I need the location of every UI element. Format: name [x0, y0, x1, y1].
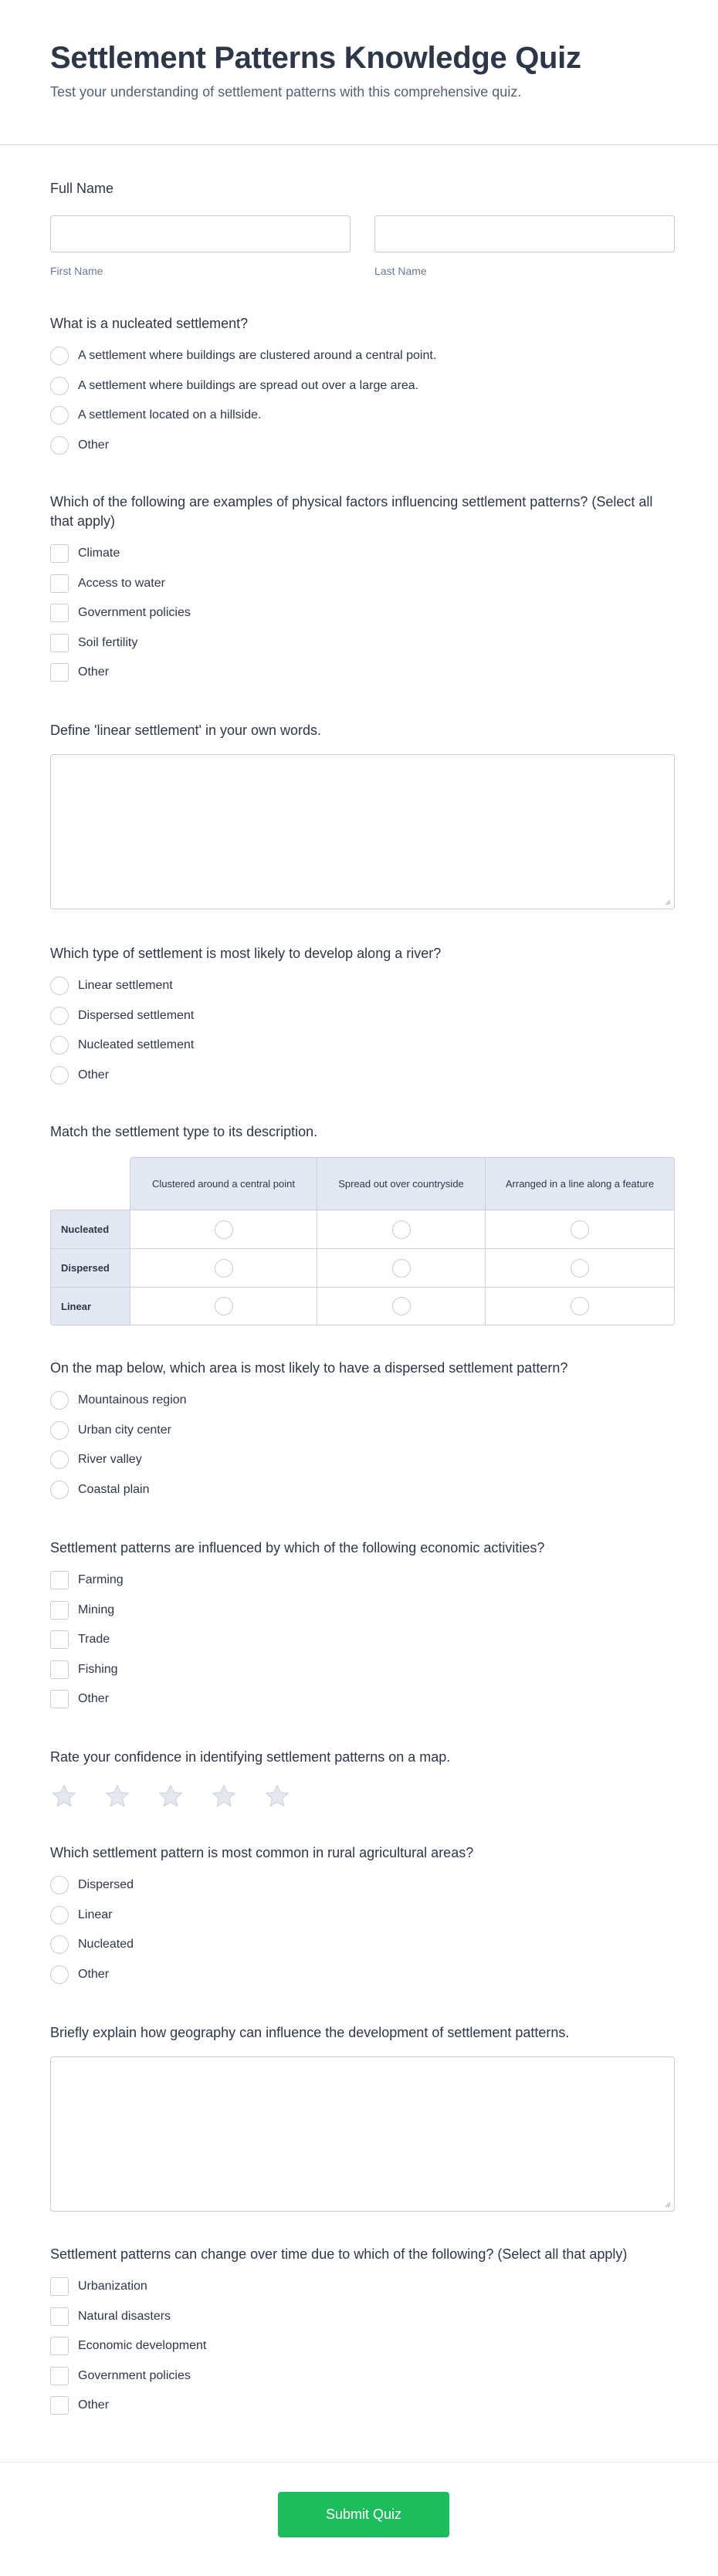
radio-option[interactable] [50, 1386, 675, 1416]
radio-group [50, 971, 675, 1090]
radio-option[interactable] [50, 1031, 675, 1061]
option-label: Coastal plain [78, 1482, 150, 1496]
option-label: Urbanization [78, 2280, 147, 2293]
last-name-input[interactable] [374, 215, 675, 252]
checkbox[interactable] [50, 544, 69, 563]
question-change-over-time [50, 2245, 675, 2421]
radio-button[interactable] [392, 1297, 411, 1315]
option-label: A settlement located on a hillside. [78, 408, 262, 422]
checkbox-option[interactable] [50, 539, 675, 569]
question-title: Which settlement pattern is most common in rural agricultural areas? [50, 1845, 474, 1860]
option-label: Dispersed [78, 1878, 134, 1892]
matrix-row [50, 1210, 675, 1248]
radio-button[interactable] [571, 1259, 589, 1278]
option-label: Farming [78, 1573, 124, 1587]
matrix-row-header: Dispersed [50, 1248, 130, 1287]
radio-button[interactable] [50, 1036, 69, 1054]
checkbox-option[interactable] [50, 628, 675, 658]
option-label: Fishing [78, 1662, 118, 1676]
radio-option[interactable] [50, 971, 675, 1001]
first-name-sublabel: First Name [50, 265, 103, 277]
checkbox-option[interactable] [50, 2331, 675, 2361]
star-icon[interactable] [210, 1782, 238, 1810]
checkbox[interactable] [50, 2367, 69, 2385]
checkbox-option[interactable] [50, 2272, 675, 2302]
radio-option[interactable] [50, 1870, 675, 1901]
matrix-column-header: Clustered around a central point [130, 1157, 317, 1210]
matrix-cell[interactable] [317, 1210, 485, 1248]
option-label: Linear [78, 1907, 113, 1921]
star-icon[interactable] [103, 1782, 131, 1810]
checkbox-option[interactable] [50, 1596, 675, 1626]
matrix-cell[interactable] [485, 1210, 675, 1248]
option-label: A settlement where buildings are spread out over a large area. [78, 378, 419, 392]
resize-handle-icon[interactable] [665, 899, 671, 905]
option-label: Urban city center [78, 1423, 171, 1437]
option-label: Dispersed settlement [78, 1008, 195, 1022]
radio-button[interactable] [571, 1297, 589, 1315]
full-name-label: Full Name [50, 181, 114, 196]
checkbox-group [50, 2272, 675, 2421]
radio-option[interactable] [50, 1061, 675, 1091]
geography-influence-textarea[interactable] [50, 2056, 675, 2212]
radio-group [50, 1386, 675, 1505]
option-label: River valley [78, 1453, 142, 1467]
checkbox-option[interactable] [50, 658, 675, 688]
radio-button[interactable] [50, 1391, 69, 1410]
radio-button[interactable] [50, 1935, 69, 1954]
radio-button[interactable] [50, 377, 69, 395]
matrix-column-header: Arranged in a line along a feature [485, 1157, 675, 1210]
question-dispersed-map [50, 1359, 675, 1505]
matrix-cell[interactable] [130, 1210, 317, 1248]
radio-button[interactable] [215, 1297, 233, 1315]
radio-button[interactable] [50, 1481, 69, 1499]
radio-button[interactable] [50, 1066, 69, 1085]
form-footer [0, 2462, 718, 2576]
option-label: Other [78, 1692, 110, 1706]
radio-button[interactable] [571, 1220, 589, 1239]
checkbox-option[interactable] [50, 1655, 675, 1685]
radio-option[interactable] [50, 1416, 675, 1446]
option-label: Climate [78, 547, 120, 560]
matrix-cell[interactable] [130, 1248, 317, 1287]
question-title: Briefly explain how geography can influence the development of settlement patterns. [50, 2025, 570, 2040]
question-title: Which type of settlement is most likely to develop along a river? [50, 946, 442, 961]
radio-button[interactable] [50, 1450, 69, 1469]
checkbox[interactable] [50, 1660, 69, 1679]
first-name-group [50, 215, 351, 278]
radio-option[interactable] [50, 1960, 675, 1990]
checkbox[interactable] [50, 2337, 69, 2355]
radio-option[interactable] [50, 431, 675, 461]
star-icon[interactable] [50, 1782, 78, 1810]
matrix-row-header: Linear [50, 1287, 130, 1325]
matrix-row-header: Nucleated [50, 1210, 130, 1248]
full-name-field [50, 179, 675, 278]
matrix-column-header: Spread out over countryside [317, 1157, 485, 1210]
question-title: Define 'linear settlement' in your own words. [50, 723, 322, 738]
checkbox[interactable] [50, 604, 69, 622]
radio-button[interactable] [215, 1220, 233, 1239]
option-label: A settlement where buildings are clustered around a central point. [78, 349, 437, 363]
linear-settlement-textarea[interactable] [50, 754, 675, 909]
resize-handle-icon[interactable] [665, 2202, 671, 2208]
last-name-group [374, 215, 675, 278]
option-label: Mining [78, 1603, 115, 1616]
matrix-corner [50, 1157, 130, 1210]
star-icon[interactable] [157, 1782, 185, 1810]
question-title: Settlement patterns can change over time due to which of the following? (Select all that apply) [50, 2246, 628, 2262]
page-subtitle: Test your understanding of settlement patterns with this comprehensive quiz. [50, 84, 522, 100]
radio-option[interactable] [50, 1930, 675, 1960]
checkbox[interactable] [50, 2277, 69, 2296]
matrix-cell[interactable] [317, 1287, 485, 1325]
checkbox[interactable] [50, 1601, 69, 1620]
question-title: Which of the following are examples of physical factors influencing settlement patterns? (Select all that apply) [50, 494, 653, 529]
matrix-cell[interactable] [485, 1248, 675, 1287]
matrix-cell[interactable] [130, 1287, 317, 1325]
option-label: Access to water [78, 576, 165, 590]
radio-option[interactable] [50, 1001, 675, 1031]
option-label: Mountainous region [78, 1393, 187, 1407]
radio-button[interactable] [215, 1259, 233, 1278]
question-confidence-rating [50, 1748, 675, 1810]
question-economic-activities [50, 1538, 675, 1715]
option-label: Other [78, 1967, 110, 1981]
matrix-row [50, 1287, 675, 1325]
option-label: Linear settlement [78, 979, 173, 993]
option-label: Other [78, 665, 110, 679]
radio-button[interactable] [50, 406, 69, 425]
radio-group [50, 341, 675, 460]
question-physical-factors [50, 493, 675, 688]
option-label: Nucleated settlement [78, 1038, 195, 1052]
matrix-header-row [50, 1157, 675, 1210]
matrix-table [50, 1157, 675, 1325]
checkbox-option[interactable] [50, 1625, 675, 1655]
radio-button[interactable] [392, 1220, 411, 1239]
radio-option[interactable] [50, 401, 675, 431]
checkbox[interactable] [50, 1630, 69, 1649]
question-nucleated-settlement [50, 314, 675, 460]
checkbox-option[interactable] [50, 2391, 675, 2421]
checkbox-option[interactable] [50, 598, 675, 628]
option-label: Government policies [78, 2368, 191, 2382]
option-label: Nucleated [78, 1938, 134, 1951]
radio-option[interactable] [50, 371, 675, 401]
matrix-row [50, 1248, 675, 1287]
matrix-cell[interactable] [317, 1248, 485, 1287]
checkbox[interactable] [50, 1690, 69, 1708]
question-title: Rate your confidence in identifying settlement patterns on a map. [50, 1749, 451, 1765]
option-label: Other [78, 438, 110, 452]
question-rural-pattern [50, 1843, 675, 1989]
checkbox[interactable] [50, 2396, 69, 2415]
option-label: Natural disasters [78, 2309, 171, 2323]
question-match-settlement [50, 1122, 675, 1325]
option-label: Other [78, 1068, 110, 1082]
form-header [0, 0, 718, 145]
question-title: What is a nucleated settlement? [50, 316, 249, 331]
page-title: Settlement Patterns Knowledge Quiz [50, 41, 581, 75]
first-name-input[interactable] [50, 215, 351, 252]
submit-quiz-button[interactable]: Submit Quiz [278, 2492, 449, 2537]
question-title: Settlement patterns are influenced by which of the following economic activities? [50, 1540, 545, 1555]
question-title: On the map below, which area is most likely to have a dispersed settlement pattern? [50, 1360, 568, 1376]
radio-option[interactable] [50, 1475, 675, 1505]
checkbox-option[interactable] [50, 2302, 675, 2332]
radio-option[interactable] [50, 1445, 675, 1475]
radio-button[interactable] [50, 1965, 69, 1984]
radio-button[interactable] [50, 977, 69, 995]
checkbox-option[interactable] [50, 2361, 675, 2392]
radio-option[interactable] [50, 1901, 675, 1931]
radio-option[interactable] [50, 341, 675, 371]
question-title: Match the settlement type to its description. [50, 1124, 318, 1139]
last-name-sublabel: Last Name [374, 265, 427, 277]
radio-button[interactable] [50, 1421, 69, 1440]
option-label: Trade [78, 1633, 110, 1647]
checkbox[interactable] [50, 2307, 69, 2326]
radio-button[interactable] [50, 1906, 69, 1924]
question-geography-influence [50, 2023, 675, 2212]
radio-button[interactable] [50, 1876, 69, 1894]
radio-button[interactable] [50, 1007, 69, 1025]
checkbox-option[interactable] [50, 1684, 675, 1715]
matrix-cell[interactable] [485, 1287, 675, 1325]
question-define-linear [50, 721, 675, 909]
checkbox-group [50, 539, 675, 688]
star-icon[interactable] [263, 1782, 291, 1810]
checkbox[interactable] [50, 634, 69, 652]
option-label: Soil fertility [78, 635, 138, 649]
option-label: Other [78, 2398, 110, 2412]
radio-group [50, 1870, 675, 1989]
question-river-settlement [50, 944, 675, 1090]
option-label: Economic development [78, 2339, 207, 2353]
checkbox[interactable] [50, 1571, 69, 1589]
option-label: Government policies [78, 606, 191, 620]
checkbox-group [50, 1566, 675, 1715]
star-rating [50, 1782, 675, 1810]
radio-button[interactable] [392, 1259, 411, 1278]
radio-button[interactable] [50, 347, 69, 365]
checkbox-option[interactable] [50, 1566, 675, 1596]
radio-button[interactable] [50, 436, 69, 455]
checkbox-option[interactable] [50, 569, 675, 599]
checkbox[interactable] [50, 574, 69, 593]
checkbox[interactable] [50, 663, 69, 682]
